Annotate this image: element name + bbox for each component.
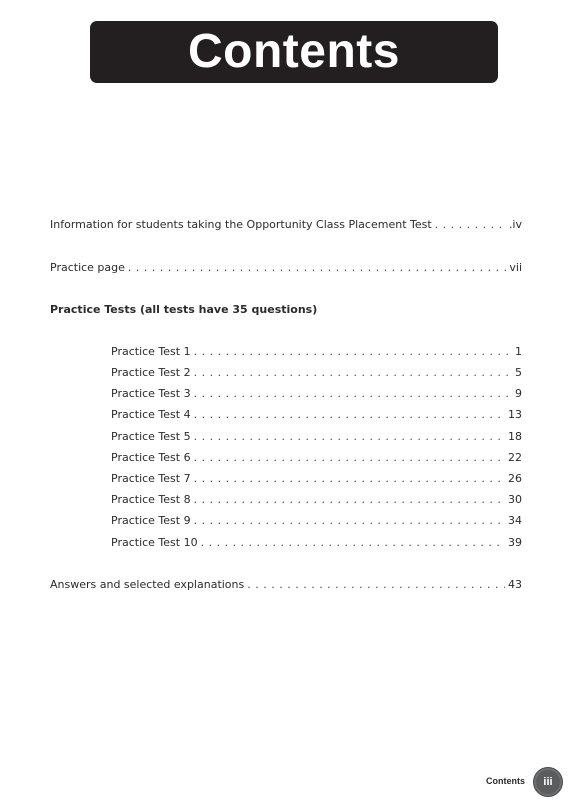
- toc-entry-label: Practice Test 2: [111, 366, 191, 379]
- toc-entry-label: Practice Test 9: [111, 514, 191, 527]
- toc-entry-label: Practice Test 4: [111, 408, 191, 421]
- toc-entry-page: 43: [508, 578, 522, 591]
- toc-entry-practice-test-7[interactable]: [111, 470, 522, 488]
- leader-dots: [194, 406, 505, 424]
- toc-entry-label: Practice Test 10: [111, 536, 198, 549]
- leader-dots: [194, 428, 505, 446]
- section-heading-practice-tests: Practice Tests (all tests have 35 questions): [50, 303, 318, 316]
- page-number-badge: [533, 767, 563, 797]
- toc-entry-page: 26: [508, 472, 522, 485]
- toc-entry-practice-test-4[interactable]: [111, 406, 522, 424]
- toc-entry-label: Practice Test 5: [111, 430, 191, 443]
- page-number: iii: [536, 770, 560, 794]
- toc-entry-label: Practice Test 3: [111, 387, 191, 400]
- leader-dots: [247, 576, 505, 594]
- toc-entry-label: Practice Test 8: [111, 493, 191, 506]
- leader-dots: [194, 491, 505, 509]
- footer-section-label: Contents: [486, 776, 525, 786]
- toc-entry-practice-test-10[interactable]: [111, 534, 522, 552]
- toc-entry-practice-test-2[interactable]: [111, 364, 522, 382]
- toc-entry-answers[interactable]: [50, 576, 522, 594]
- toc-entry-page: vii: [509, 261, 522, 274]
- toc-entry-label: Information for students taking the Opportunity Class Placement Test: [50, 218, 432, 231]
- leader-dots: [194, 343, 512, 361]
- toc-entry-label: Practice page: [50, 261, 125, 274]
- toc-entry-page: 34: [508, 514, 522, 527]
- leader-dots: [194, 385, 512, 403]
- page-title: Contents: [188, 25, 400, 78]
- leader-dots: [201, 534, 505, 552]
- toc-entry-page: 5: [515, 366, 522, 379]
- toc-entry-page: 9: [515, 387, 522, 400]
- leader-dots: [194, 512, 505, 530]
- toc-entry-practice-test-1[interactable]: [111, 343, 522, 361]
- leader-dots: [128, 259, 506, 277]
- leader-dots: [194, 449, 505, 467]
- toc-entry-page: .iv: [508, 218, 522, 231]
- toc-entry-practice-test-5[interactable]: [111, 428, 522, 446]
- toc-entry-label: Practice Test 6: [111, 451, 191, 464]
- toc-entry-label: Answers and selected explanations: [50, 578, 245, 591]
- title-banner: [90, 21, 498, 83]
- toc-entry-practice-test-6[interactable]: [111, 449, 522, 467]
- toc-entry-practice-test-3[interactable]: [111, 385, 522, 403]
- toc-entry-page: 13: [508, 408, 522, 421]
- leader-dots: [194, 364, 512, 382]
- leader-dots: [435, 216, 506, 234]
- toc-entry-page: 18: [508, 430, 522, 443]
- toc-entry-practice-test-9[interactable]: [111, 512, 522, 530]
- toc-entry-page: 1: [515, 345, 522, 358]
- toc-entry-information[interactable]: [50, 216, 522, 234]
- toc-entry-label: Practice Test 1: [111, 345, 191, 358]
- toc-entry-page: 39: [508, 536, 522, 549]
- toc-entry-practice-page[interactable]: [50, 259, 522, 277]
- leader-dots: [194, 470, 505, 488]
- toc-entry-practice-test-8[interactable]: [111, 491, 522, 509]
- toc-entry-page: 30: [508, 493, 522, 506]
- toc-entry-page: 22: [508, 451, 522, 464]
- toc-entry-label: Practice Test 7: [111, 472, 191, 485]
